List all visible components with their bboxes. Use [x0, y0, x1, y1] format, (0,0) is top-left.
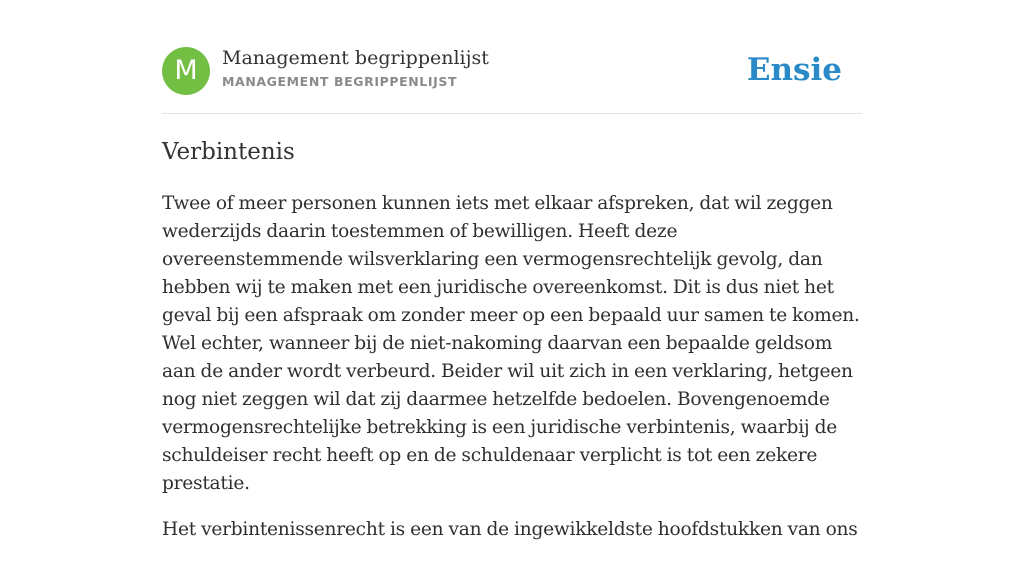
page-title: Verbintenis	[162, 139, 295, 165]
list-title[interactable]: Management begrippenlijst	[222, 47, 489, 69]
list-subtitle[interactable]: MANAGEMENT BEGRIPPENLIJST	[222, 74, 458, 89]
divider	[162, 113, 862, 114]
brand-logo[interactable]: Ensie	[746, 52, 842, 88]
definition-paragraph: Het verbintenissenrecht is een van de ingewikkeldste hoofdstukken van ons	[162, 519, 858, 540]
header	[162, 46, 862, 96]
avatar[interactable]: M	[162, 47, 210, 95]
definition-paragraph: Twee of meer personen kunnen iets met elkaar afspreken, dat wil zeggen wederzijds daarin toestemmen of bewilligen. Heeft deze overeenstemmende wilsverklaring een vermogensrechtelijk gevolg, dan hebben wij te maken met een juridische overeenkomst. Dit is dus niet het geval bij een afspraak om zonder meer op een bepaald uur samen te komen. Wel echter, wanneer bij de niet-nakoming daarvan een bepaalde geldsom aan de ander wordt verbeurd. Beider wil uit zich in een verklaring, hetgeen nog niet zeggen wil dat zij daarmee hetzelfde bedoelen. Bovengenoemde vermogensrechtelijke betrekking is een juridische verbintenis, waarbij de schuldeiser recht heeft op en de schuldenaar verplicht is tot een zekere prestatie.	[162, 193, 860, 494]
definition-body	[162, 190, 862, 562]
